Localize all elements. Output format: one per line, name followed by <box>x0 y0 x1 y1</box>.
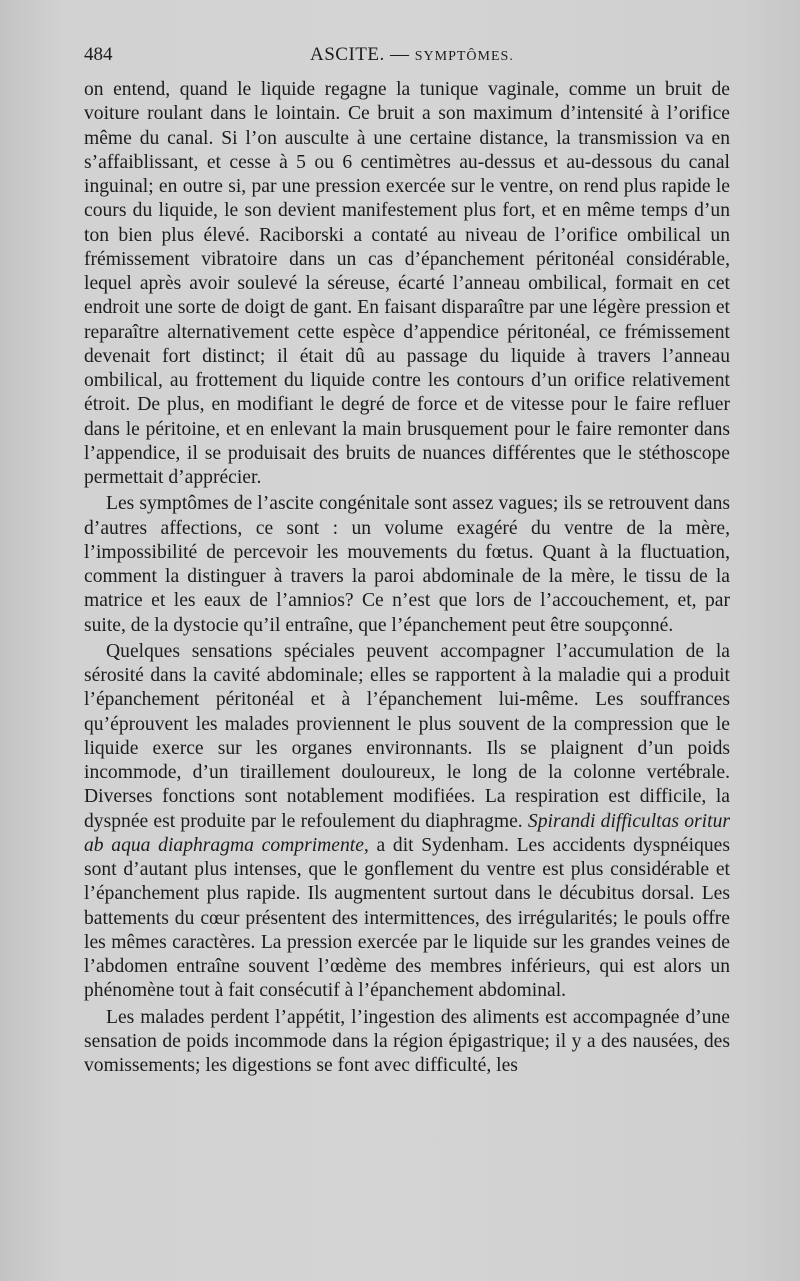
paragraph-continuation: on entend, quand le liquide regagne la tunique vaginale, comme un bruit de voiture roulant dans le lointain. Ce bruit a son maximum d’intensité à l’orifice même du canal. Si l’on ausculte à une certaine distance, la transmission va en s’affaiblissant, et cesse à 5 ou 6 centimètres au-dessus et au-dessous du canal inguinal; en outre si, par une pression exercée sur le ventre, on rend plus rapide le cours du liquide, le son devient manifestement plus fort, et en même temps d’un ton bien plus élevé. Raciborski a contaté au niveau de l’orifice ombilical un frémissement vibratoire dans un cas d’épanchement péritonéal considérable, lequel après avoir soulevé la séreuse, écarté l’anneau ombilical, formait en cet endroit une sorte de doigt de gant. En faisant disparaître par une légère pression et reparaître alternativement cette espèce d’appendice péritonéal, ce frémissement devenait fort distinct; il était dû au passage du liquide à travers l’anneau ombilical, au frottement du liquide contre les contours d’un orifice relativement étroit. De plus, en modifiant le degré de force et de vitesse pour le faire refluer dans le péritoine, et en enlevant la main brusquement pour le faire remonter dans l’appendice, il se produisait des bruits de nuances différentes que le stéthoscope permettait d’apprécier. <box>84 79 730 488</box>
sydenham-quote: Spirandi difficultas oritur ab aqua diaphragma comprimente, <box>84 810 730 856</box>
paragraph-sensations <box>84 640 730 1004</box>
chapter-title: ASCITE. <box>310 44 385 65</box>
section-title: SYMPTÔMES. <box>414 49 514 64</box>
paragraph-sensations-text-2: a dit Sydenham. Les accidents dyspnéiques sont d’autant plus intenses, que le gonflement du ventre est plus considérable et l’épanchement plus rapide. Ils augmentent surtout dans le décubitus dorsal. Les battements du cœur présentent des intermittences, des irrégularités; le pouls offre les mêmes caractères. La pression exercée par le liquide sur les grandes veines de l’abdomen entraîne souvent l’œdème des membres inférieurs, qui est alors un phénomène tout à fait consécutif à l’épanchement abdominal. <box>84 834 730 1002</box>
paragraph-congenital-ascites: Les symptômes de l’ascite congénitale sont assez vagues; ils se retrouvent dans d’autres affections, ce sont : un volume exagéré du ventre de la mère, l’impossibilité de percevoir les mouvements du fœtus. Quant à la fluctuation, comment la distinguer à travers la paroi abdominale de la mère, le tissu de la matrice et les eaux de l’amnios? Ce n’est que lors de l’accouchement, et, par suite, de la dystocie qu’il entraîne, que l’épanchement peut être soupçonné. <box>84 493 730 636</box>
page-number: 484 <box>84 44 113 65</box>
paragraph-appetite: Les malades perdent l’appétit, l’ingestion des aliments est accompagnée d’une sensation de poids incommode dans la région épigastrique; il y a des nausées, des vomissements; les digestions se font avec difficulté, les <box>84 1006 730 1076</box>
running-title <box>310 44 514 66</box>
running-head <box>84 44 730 70</box>
paragraph-sensations-text-1: Quelques sensations spéciales peuvent accompagner l’accumulation de la sérosité dans la cavité abdominale; elles se rapportent à la maladie qui a produit l’épanchement péritonéal et à l’épanchement lui-même. Les souffrances qu’éprouvent les malades proviennent le plus souvent de la compression que le liquide exerce sur les organes environnants. Ils se plaignent d’un poids incommode, d’un tiraillement douloureux, le long de la colonne vertébrale. Diverses fonctions sont notablement modifiées. La respiration est difficile, la dyspnée est produite par le refoulement du diaphragme. <box>84 640 730 832</box>
body-text <box>84 78 730 1078</box>
title-dash: — <box>390 44 410 65</box>
